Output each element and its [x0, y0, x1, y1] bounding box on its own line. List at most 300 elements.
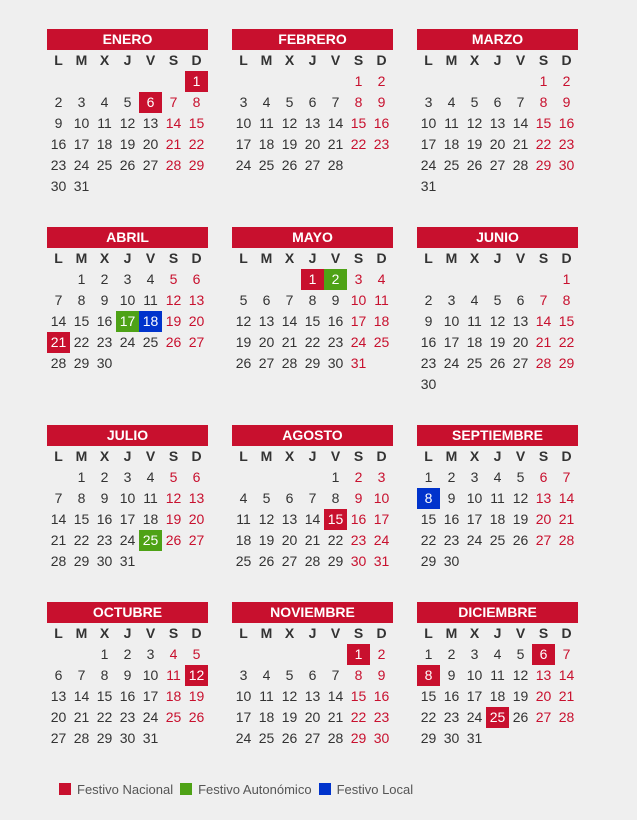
day-cell: 29: [420, 553, 437, 569]
day-cell: 24: [466, 532, 483, 548]
weekday-header: M: [445, 625, 458, 641]
weekday-header: L: [54, 448, 63, 464]
day-cell: 16: [327, 313, 344, 329]
day-cell: 10: [73, 115, 90, 131]
month-grid: [47, 248, 208, 374]
day-cell: 24: [142, 709, 159, 725]
day-cell: 5: [470, 94, 479, 110]
weekday-header: M: [260, 625, 273, 641]
day-cell-weekend: 5: [192, 646, 201, 662]
day-cell-weekend: 14: [165, 115, 182, 131]
day-cell-weekend: 29: [188, 157, 205, 173]
month-grid: [232, 248, 393, 374]
day-cell: 14: [50, 511, 67, 527]
day-cell: 8: [100, 667, 109, 683]
day-cell: 19: [466, 136, 483, 152]
weekday-header: D: [376, 250, 387, 266]
day-cell-weekend: 1: [539, 73, 548, 89]
day-cell: 21: [73, 709, 90, 725]
day-cell: 27: [304, 157, 321, 173]
day-cell: 5: [493, 292, 502, 308]
day-cell-weekend: 26: [165, 532, 182, 548]
day-cell-festivo-nacional: 8: [417, 665, 440, 686]
day-cell: 4: [493, 646, 502, 662]
day-cell: 5: [516, 646, 525, 662]
weekday-header: S: [538, 52, 549, 68]
weekday-header: M: [75, 625, 88, 641]
day-cell: 19: [258, 532, 275, 548]
day-cell: 17: [466, 511, 483, 527]
day-cell: 25: [489, 532, 506, 548]
day-cell-festivo-nacional: 1: [185, 71, 208, 92]
day-cell: 28: [327, 157, 344, 173]
weekday-header: M: [260, 250, 273, 266]
day-cell-weekend: 20: [188, 313, 205, 329]
month-grid: [417, 623, 578, 749]
day-cell-weekend: 9: [377, 94, 386, 110]
weekday-header: D: [561, 52, 572, 68]
day-cell: 4: [100, 94, 109, 110]
day-cell: 7: [331, 94, 340, 110]
day-cell: 2: [447, 646, 456, 662]
day-cell: 18: [466, 334, 483, 350]
day-cell: 30: [96, 355, 113, 371]
legend-swatch-autonomico: [180, 783, 192, 795]
day-cell: 23: [327, 334, 344, 350]
day-cell-weekend: 21: [165, 136, 182, 152]
weekday-header: S: [353, 52, 364, 68]
day-cell: 19: [512, 511, 529, 527]
day-cell: 17: [73, 136, 90, 152]
day-cell: 16: [119, 688, 136, 704]
weekday-header: V: [515, 448, 526, 464]
month-title: MARZO: [417, 29, 578, 50]
weekday-header: L: [54, 625, 63, 641]
day-cell: 5: [516, 469, 525, 485]
day-cell: 21: [512, 136, 529, 152]
day-cell: 11: [143, 490, 158, 506]
day-cell: 18: [258, 709, 275, 725]
day-cell: 27: [281, 553, 298, 569]
weekday-header: J: [123, 448, 132, 464]
day-cell-festivo-local: 18: [139, 311, 162, 332]
day-cell: 2: [100, 271, 109, 287]
day-cell: 21: [50, 532, 67, 548]
weekday-header: J: [493, 448, 502, 464]
day-cell: 18: [142, 511, 159, 527]
day-cell: 11: [259, 688, 274, 704]
month-title: FEBRERO: [232, 29, 393, 50]
day-cell: 3: [123, 271, 132, 287]
month-title: JUNIO: [417, 227, 578, 248]
day-cell: 30: [119, 730, 136, 746]
weekday-header: S: [538, 448, 549, 464]
day-cell-weekend: 3: [354, 271, 363, 287]
month-title: OCTUBRE: [47, 602, 208, 623]
day-cell: 9: [123, 667, 132, 683]
empty-cell: [532, 269, 555, 290]
day-cell-festivo-nacional: 1: [301, 269, 324, 290]
day-cell: 31: [142, 730, 159, 746]
day-cell-weekend: 2: [377, 646, 386, 662]
day-cell-weekend: 16: [373, 115, 390, 131]
day-cell: 15: [420, 688, 437, 704]
weekday-header: M: [445, 250, 458, 266]
day-cell-weekend: 12: [165, 292, 182, 308]
day-cell-weekend: 21: [558, 511, 575, 527]
day-cell-weekend: 19: [165, 313, 182, 329]
day-cell: 21: [304, 532, 321, 548]
day-cell: 19: [281, 136, 298, 152]
weekday-header: L: [424, 52, 433, 68]
day-cell-weekend: 6: [192, 271, 201, 287]
weekday-header: V: [330, 52, 341, 68]
day-cell-weekend: 29: [558, 355, 575, 371]
day-cell-weekend: 18: [373, 313, 390, 329]
day-cell-weekend: 19: [165, 511, 182, 527]
weekday-header: J: [493, 625, 502, 641]
month-grid: [417, 248, 578, 395]
day-cell: 30: [420, 376, 437, 392]
day-cell: 5: [285, 94, 294, 110]
empty-cell: [47, 467, 70, 488]
day-cell-weekend: 26: [188, 709, 205, 725]
day-cell: 20: [304, 136, 321, 152]
weekday-header: M: [75, 448, 88, 464]
day-cell: 12: [512, 667, 529, 683]
day-cell: 25: [258, 157, 275, 173]
day-cell: 14: [327, 688, 344, 704]
empty-cell: [486, 71, 509, 92]
day-cell: 4: [447, 94, 456, 110]
day-cell: 12: [281, 688, 298, 704]
weekday-header: X: [99, 250, 110, 266]
day-cell: 29: [327, 553, 344, 569]
empty-cell: [278, 467, 301, 488]
day-cell: 21: [327, 136, 344, 152]
weekday-header: D: [191, 448, 202, 464]
empty-cell: [324, 71, 347, 92]
day-cell: 17: [466, 688, 483, 704]
day-cell: 19: [489, 334, 506, 350]
empty-cell: [440, 269, 463, 290]
empty-cell: [255, 467, 278, 488]
empty-cell: [463, 71, 486, 92]
day-cell-weekend: 9: [354, 490, 363, 506]
empty-cell: [232, 467, 255, 488]
weekday-header: J: [308, 448, 317, 464]
empty-cell: [301, 71, 324, 92]
month-marzo: [417, 29, 578, 197]
day-cell-weekend: 20: [188, 511, 205, 527]
day-cell: 3: [77, 94, 86, 110]
weekday-header: D: [561, 625, 572, 641]
day-cell: 20: [304, 709, 321, 725]
day-cell-weekend: 7: [539, 292, 548, 308]
day-cell-weekend: 27: [535, 709, 552, 725]
day-cell-festivo-nacional: 15: [324, 509, 347, 530]
day-cell: 23: [420, 355, 437, 371]
day-cell: 10: [235, 115, 252, 131]
weekday-header: M: [445, 448, 458, 464]
weekday-header: L: [424, 448, 433, 464]
day-cell: 16: [96, 511, 113, 527]
day-cell: 21: [281, 334, 298, 350]
empty-cell: [162, 71, 185, 92]
day-cell: 6: [285, 490, 294, 506]
day-cell-festivo-nacional: 6: [532, 644, 555, 665]
empty-cell: [93, 71, 116, 92]
day-cell-weekend: 12: [165, 490, 182, 506]
day-cell-weekend: 26: [165, 334, 182, 350]
month-septiembre: [417, 425, 578, 572]
day-cell-weekend: 11: [374, 292, 389, 308]
weekday-header: J: [123, 250, 132, 266]
weekday-header: L: [424, 250, 433, 266]
month-enero: [47, 29, 208, 197]
day-cell: 25: [443, 157, 460, 173]
day-cell-weekend: 18: [165, 688, 182, 704]
day-cell: 26: [235, 355, 252, 371]
day-cell: 26: [512, 532, 529, 548]
day-cell: 11: [143, 292, 158, 308]
day-cell: 16: [443, 511, 460, 527]
day-cell-weekend: 24: [373, 532, 390, 548]
legend-label-autonomico: Festivo Autonómico: [198, 781, 312, 797]
weekday-header: V: [515, 625, 526, 641]
day-cell: 28: [512, 157, 529, 173]
day-cell: 13: [304, 688, 321, 704]
day-cell: 17: [443, 334, 460, 350]
day-cell: 7: [77, 667, 86, 683]
legend: [59, 780, 420, 798]
empty-cell: [232, 644, 255, 665]
weekday-header: V: [515, 250, 526, 266]
day-cell: 15: [73, 511, 90, 527]
day-cell: 20: [50, 709, 67, 725]
day-cell: 5: [123, 94, 132, 110]
day-cell-weekend: 15: [558, 313, 575, 329]
day-cell: 3: [146, 646, 155, 662]
day-cell: 1: [424, 469, 433, 485]
empty-cell: [47, 644, 70, 665]
day-cell-weekend: 30: [558, 157, 575, 173]
day-cell: 3: [239, 667, 248, 683]
day-cell-weekend: 10: [373, 490, 390, 506]
month-febrero: [232, 29, 393, 176]
weekday-header: S: [353, 625, 364, 641]
day-cell: 20: [512, 334, 529, 350]
month-title: MAYO: [232, 227, 393, 248]
weekday-header: X: [284, 625, 295, 641]
day-cell: 16: [50, 136, 67, 152]
weekday-header: V: [145, 625, 156, 641]
weekday-header: J: [493, 250, 502, 266]
day-cell-weekend: 8: [562, 292, 571, 308]
day-cell: 5: [239, 292, 248, 308]
day-cell: 9: [447, 667, 456, 683]
day-cell: 29: [73, 355, 90, 371]
day-cell-weekend: 21: [535, 334, 552, 350]
day-cell: 1: [100, 646, 109, 662]
day-cell: 11: [259, 115, 274, 131]
legend-swatch-nacional: [59, 783, 71, 795]
day-cell: 20: [489, 136, 506, 152]
month-grid: [47, 50, 208, 197]
day-cell: 14: [304, 511, 321, 527]
day-cell: 8: [77, 490, 86, 506]
day-cell: 28: [73, 730, 90, 746]
legend-item-autonomico: [180, 782, 311, 797]
day-cell: 9: [100, 490, 109, 506]
day-cell-weekend: 13: [188, 490, 205, 506]
day-cell: 22: [73, 334, 90, 350]
weekday-header: D: [376, 52, 387, 68]
day-cell: 26: [258, 553, 275, 569]
day-cell: 19: [119, 136, 136, 152]
day-cell-festivo-nacional: 1: [347, 644, 370, 665]
day-cell-weekend: 20: [535, 511, 552, 527]
legend-label-nacional: Festivo Nacional: [77, 781, 174, 797]
day-cell: 20: [281, 532, 298, 548]
day-cell: 10: [466, 667, 483, 683]
empty-cell: [417, 269, 440, 290]
day-cell: 3: [123, 469, 132, 485]
weekday-header: D: [561, 250, 572, 266]
day-cell: 12: [512, 490, 529, 506]
day-cell-weekend: 28: [165, 157, 182, 173]
day-cell: 12: [119, 115, 136, 131]
weekday-header: V: [145, 448, 156, 464]
day-cell-weekend: 13: [535, 490, 552, 506]
weekday-header: M: [75, 250, 88, 266]
day-cell-weekend: 2: [377, 73, 386, 89]
day-cell-weekend: 7: [562, 469, 571, 485]
day-cell-weekend: 21: [558, 688, 575, 704]
day-cell: 18: [489, 688, 506, 704]
day-cell-weekend: 22: [350, 136, 367, 152]
day-cell: 17: [235, 136, 252, 152]
day-cell: 22: [304, 334, 321, 350]
weekday-header: M: [260, 448, 273, 464]
month-grid: [47, 446, 208, 572]
day-cell: 29: [73, 553, 90, 569]
day-cell: 13: [258, 313, 275, 329]
day-cell: 11: [97, 115, 112, 131]
day-cell-weekend: 30: [350, 553, 367, 569]
day-cell-weekend: 14: [558, 490, 575, 506]
day-cell: 4: [493, 469, 502, 485]
day-cell: 12: [235, 313, 252, 329]
weekday-header: J: [308, 625, 317, 641]
day-cell: 28: [304, 553, 321, 569]
day-cell: 22: [96, 709, 113, 725]
day-cell: 29: [304, 355, 321, 371]
weekday-header: S: [353, 250, 364, 266]
day-cell: 23: [119, 709, 136, 725]
day-cell: 7: [285, 292, 294, 308]
day-cell: 11: [490, 490, 505, 506]
day-cell-weekend: 15: [188, 115, 205, 131]
weekday-header: M: [75, 52, 88, 68]
legend-swatch-local: [319, 783, 331, 795]
day-cell: 25: [258, 730, 275, 746]
month-grid: [232, 623, 393, 749]
day-cell: 25: [96, 157, 113, 173]
weekday-header: X: [469, 448, 480, 464]
day-cell: 23: [443, 532, 460, 548]
month-title: SEPTIEMBRE: [417, 425, 578, 446]
day-cell: 25: [142, 334, 159, 350]
day-cell: 16: [443, 688, 460, 704]
month-title: AGOSTO: [232, 425, 393, 446]
day-cell: 1: [331, 469, 340, 485]
day-cell-weekend: 23: [373, 709, 390, 725]
day-cell: 13: [142, 115, 159, 131]
day-cell: 15: [73, 313, 90, 329]
day-cell-weekend: 2: [562, 73, 571, 89]
day-cell: 27: [304, 730, 321, 746]
day-cell: 27: [142, 157, 159, 173]
day-cell-weekend: 23: [558, 136, 575, 152]
day-cell: 24: [119, 334, 136, 350]
day-cell-weekend: 15: [350, 115, 367, 131]
day-cell: 14: [512, 115, 529, 131]
day-cell: 13: [489, 115, 506, 131]
weekday-header: J: [123, 625, 132, 641]
empty-cell: [70, 71, 93, 92]
day-cell: 12: [258, 511, 275, 527]
month-grid: [232, 50, 393, 176]
day-cell: 27: [512, 355, 529, 371]
day-cell-weekend: 20: [535, 688, 552, 704]
day-cell: 31: [420, 178, 437, 194]
day-cell-weekend: 31: [373, 553, 390, 569]
weekday-header: V: [330, 250, 341, 266]
empty-cell: [278, 71, 301, 92]
day-cell-weekend: 24: [350, 334, 367, 350]
day-cell-weekend: 28: [558, 532, 575, 548]
weekday-header: X: [99, 52, 110, 68]
weekday-header: V: [145, 52, 156, 68]
day-cell-weekend: 2: [354, 469, 363, 485]
empty-cell: [301, 644, 324, 665]
day-cell: 22: [327, 532, 344, 548]
day-cell-weekend: 25: [373, 334, 390, 350]
day-cell-weekend: 22: [535, 136, 552, 152]
day-cell: 19: [281, 709, 298, 725]
day-cell: 14: [73, 688, 90, 704]
day-cell: 9: [331, 292, 340, 308]
day-cell: 3: [447, 292, 456, 308]
day-cell-weekend: 30: [373, 730, 390, 746]
day-cell: 4: [146, 469, 155, 485]
day-cell: 15: [304, 313, 321, 329]
day-cell: 19: [512, 688, 529, 704]
day-cell-weekend: 1: [354, 73, 363, 89]
empty-cell: [255, 644, 278, 665]
day-cell: 4: [262, 667, 271, 683]
day-cell: 2: [100, 469, 109, 485]
weekday-header: X: [469, 250, 480, 266]
day-cell: 17: [119, 511, 136, 527]
day-cell-weekend: 4: [377, 271, 386, 287]
day-cell: 29: [420, 730, 437, 746]
day-cell-festivo-autonomico: 2: [324, 269, 347, 290]
day-cell: 1: [424, 646, 433, 662]
day-cell: 2: [123, 646, 132, 662]
day-cell: 28: [327, 730, 344, 746]
